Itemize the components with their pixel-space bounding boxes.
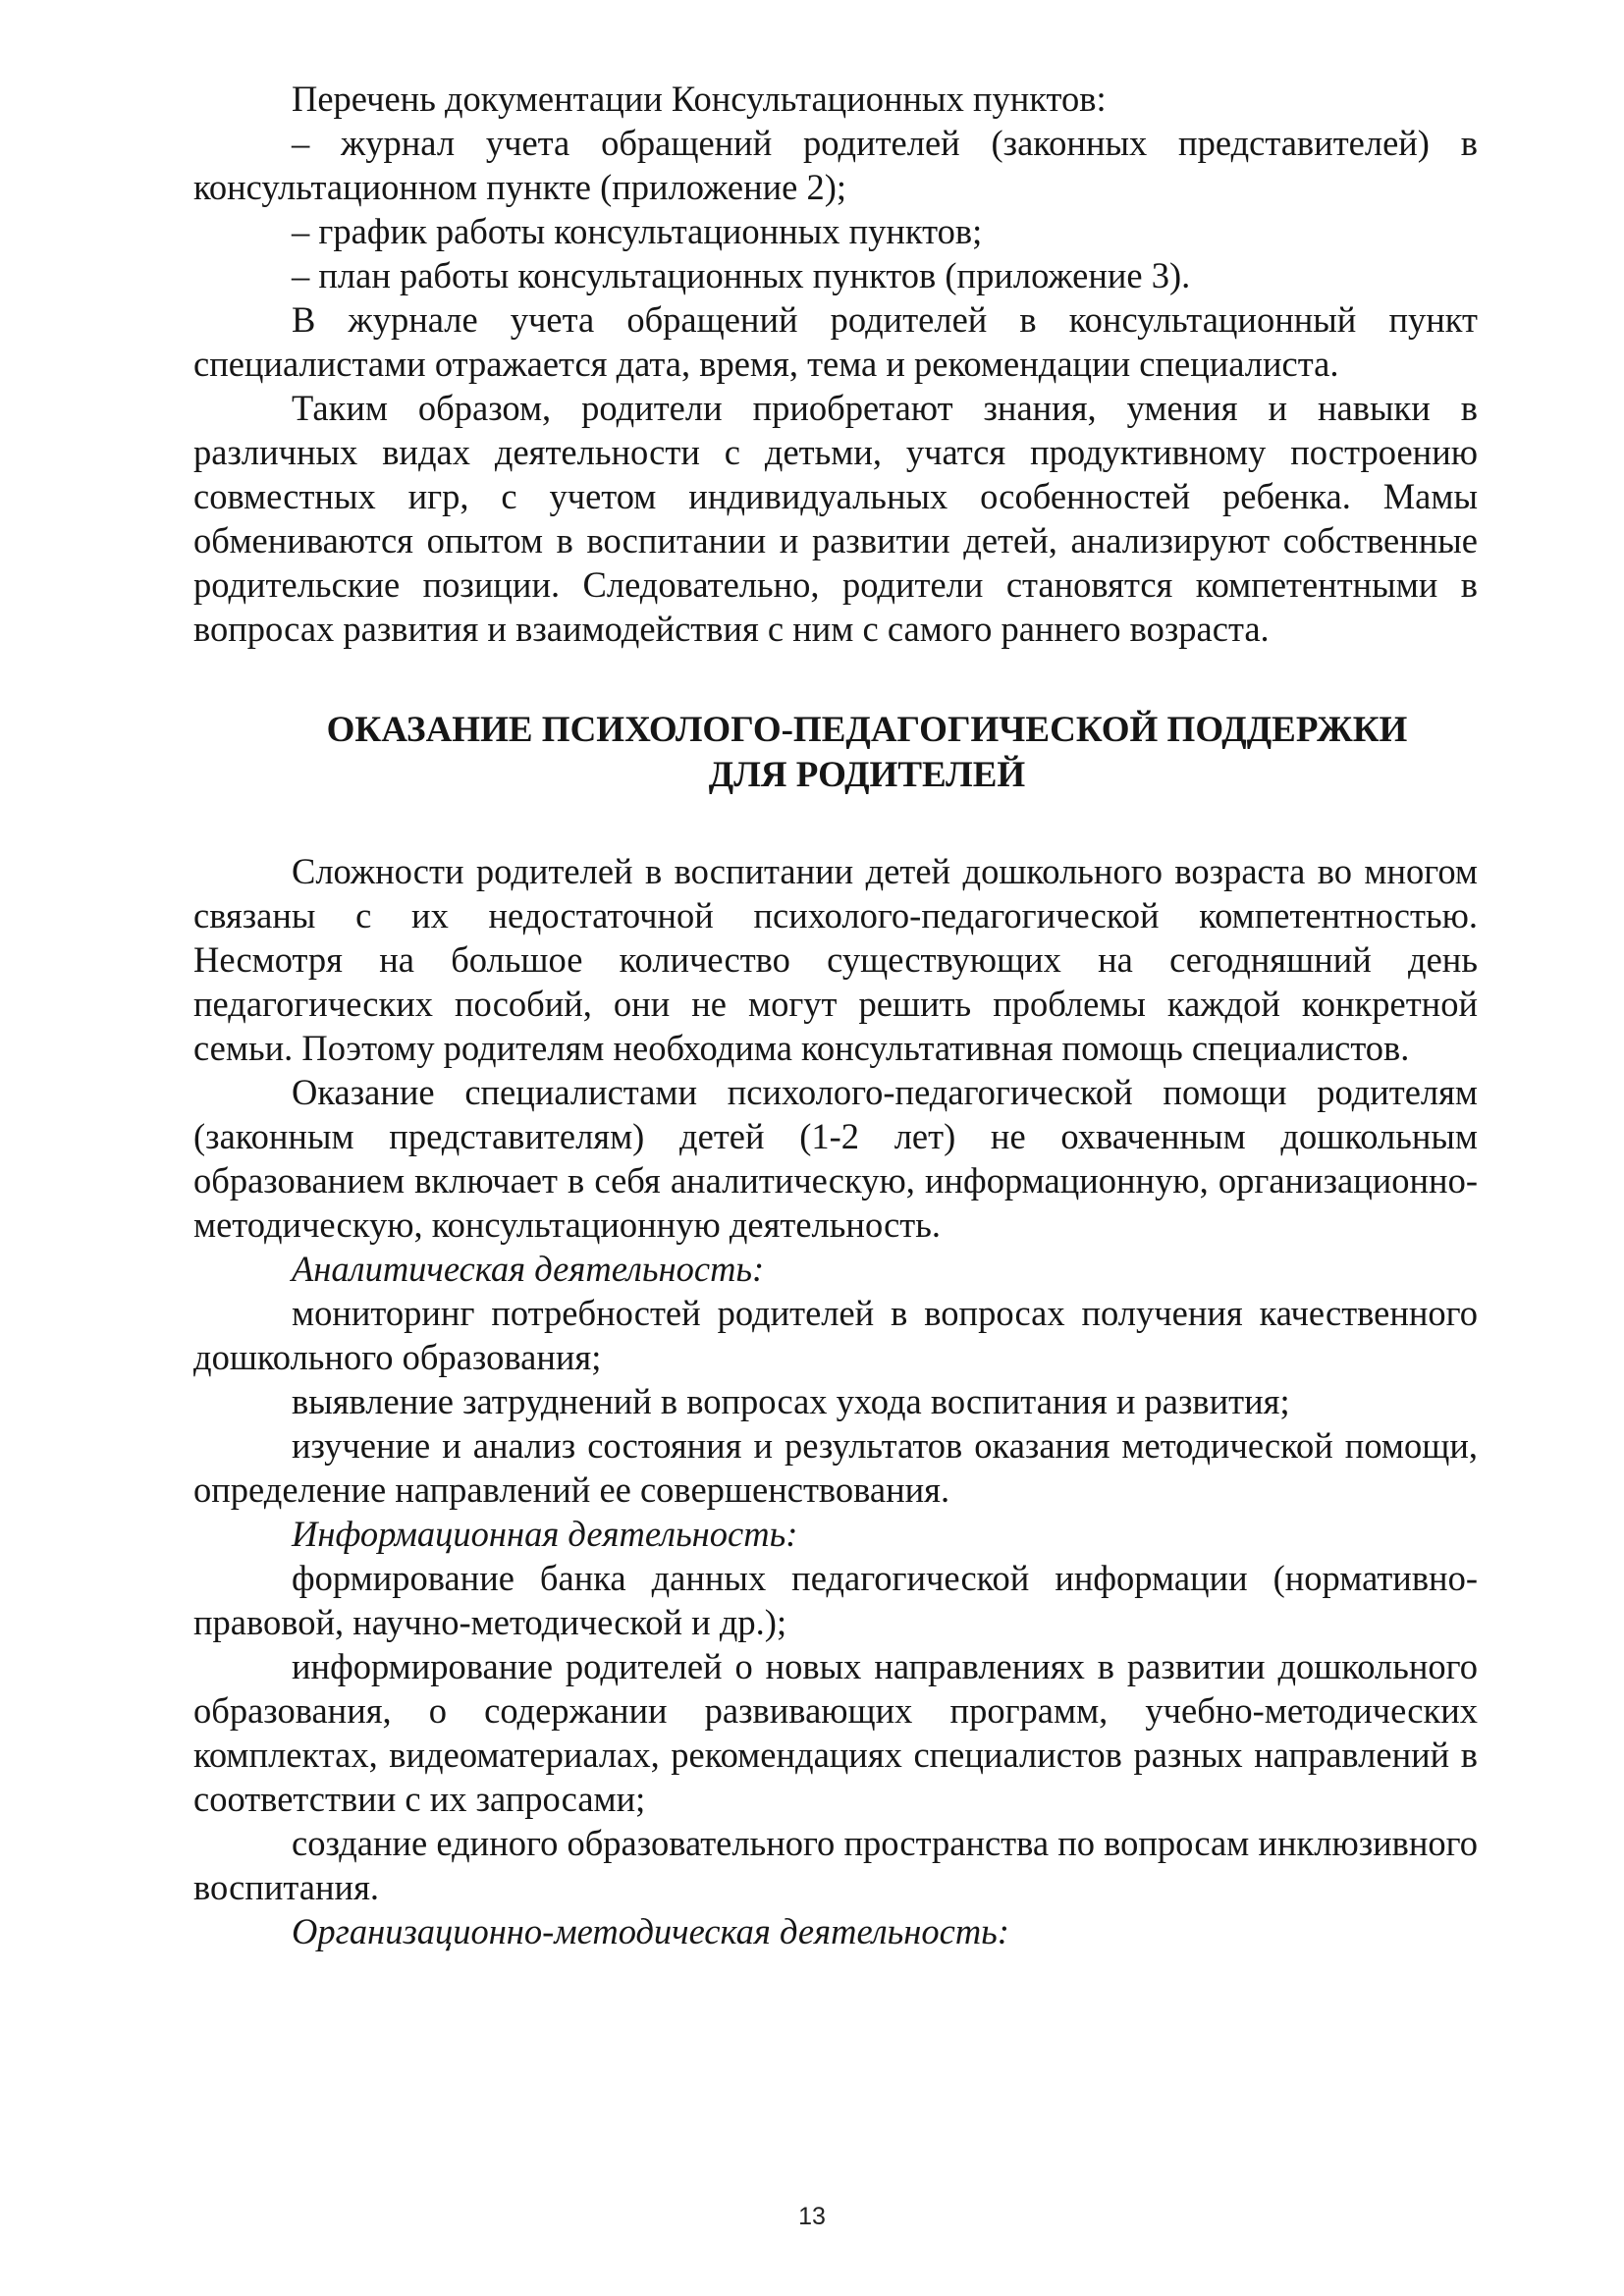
subsection-title: Аналитическая деятельность: xyxy=(292,1249,765,1289)
list-item: мониторинг потребностей родителей в вопросах получения качественного дошкольного образования; xyxy=(193,1293,1478,1377)
paragraph: Таким образом, родители приобретают знания, умения и навыки в различных видах деятельности с детьми, учатся продуктивному построению совместных игр, с учетом индивидуальных особенностей ребенка. Мамы обмениваются опытом в воспитании и развитии детей, анализируют собственные родительские позиции. Следовательно, родители становятся компетентными в вопросах развития и взаимодействия с ним с самого раннего возраста. xyxy=(193,388,1478,649)
subsection-title: Информационная деятельность: xyxy=(292,1514,798,1554)
list-item: – журнал учета обращений родителей (законных представителей) в консультационном пункте (приложение 2); xyxy=(193,123,1478,207)
list-item: изучение и анализ состояния и результатов оказания методической помощи, определение направлений ее совершенствования. xyxy=(193,1425,1478,1510)
subsection-title: Организационно-методическая деятельность: xyxy=(292,1911,1009,1951)
paragraph: Перечень документации Консультационных пунктов: xyxy=(292,79,1107,119)
list-item: выявление затруднений в вопросах ухода воспитания и развития; xyxy=(292,1381,1290,1421)
document-page xyxy=(193,77,1478,1953)
list-item: – план работы консультационных пунктов (приложение 3). xyxy=(292,255,1191,295)
paragraph: Сложности родителей в воспитании детей дошкольного возраста во многом связаны с их недостаточной психолого-педагогической компетентностью. Несмотря на большое количество существующих на сегодняшний день педагогических пособий, они не могут решить проблемы каждой конкретной семьи. Поэтому родителям необходима консультативная помощь специалистов. xyxy=(193,851,1478,1068)
page-number: 13 xyxy=(798,2203,826,2230)
paragraph: В журнале учета обращений родителей в консультационный пункт специалистами отражается дата, время, тема и рекомендации специалиста. xyxy=(193,299,1478,384)
list-item: – график работы консультационных пунктов; xyxy=(292,211,983,251)
section-heading-line: ОКАЗАНИЕ ПСИХОЛОГО-ПЕДАГОГИЧЕСКОЙ ПОДДЕРЖКИ xyxy=(326,710,1408,750)
list-item: информирование родителей о новых направлениях в развитии дошкольного образования, о содержании развивающих программ, учебно-методических комплектах, видеоматериалах, рекомендациях специалистов разных направлений в соответствии с их запросами; xyxy=(193,1646,1478,1819)
paragraph: Оказание специалистами психолого-педагогической помощи родителям (законным представителям) детей (1-2 лет) не охваченным дошкольным образованием включает в себя аналитическую, информационную, организационно-методическую, консультационную деятельность. xyxy=(193,1072,1478,1245)
list-item: создание единого образовательного пространства по вопросам инклюзивного воспитания. xyxy=(193,1823,1478,1907)
section-heading-line: ДЛЯ РОДИТЕЛЕЙ xyxy=(708,755,1026,795)
section-heading xyxy=(193,708,1478,798)
list-item: формирование банка данных педагогической информации (нормативно-правовой, научно-методической и др.); xyxy=(193,1558,1478,1642)
